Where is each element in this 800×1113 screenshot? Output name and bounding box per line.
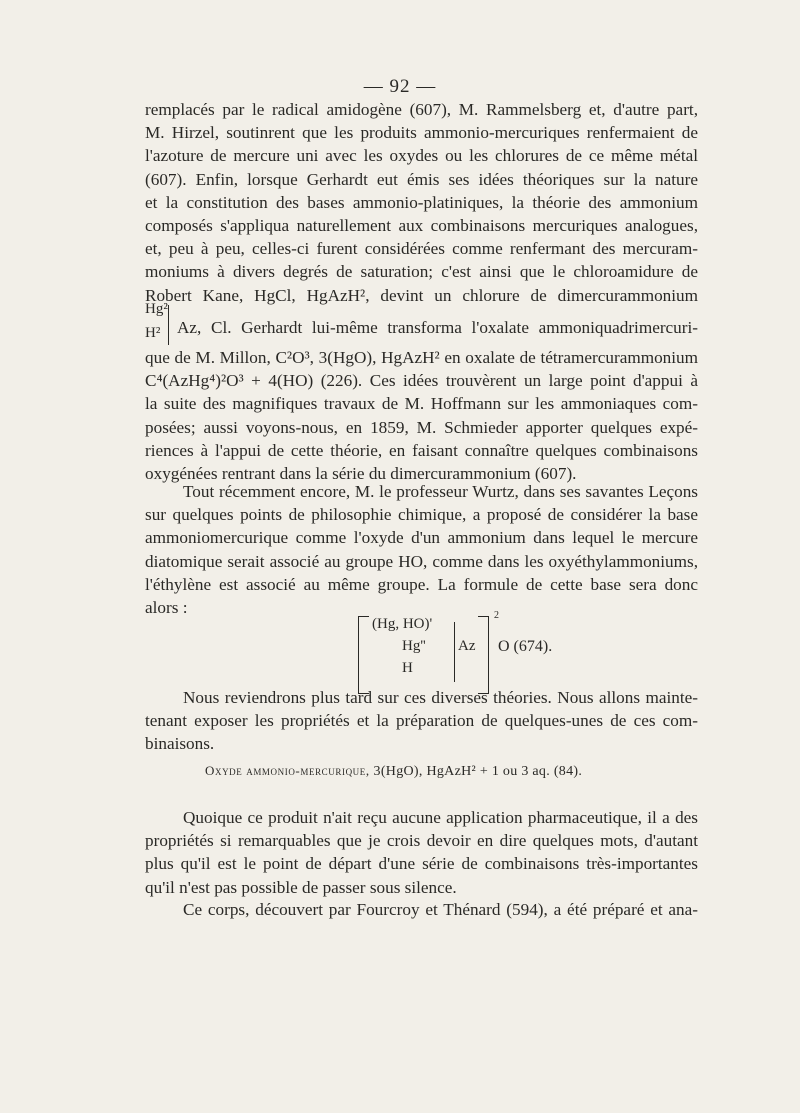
- paragraph-1b-first: [177, 316, 698, 339]
- paragraph-3: [145, 686, 698, 756]
- paragraph-2: [145, 480, 698, 619]
- text-line: et, peu à peu, celles-ci furent considérées comme renfermant des mercuram-: [145, 239, 698, 259]
- formula-row-3: H: [402, 660, 413, 676]
- page-number: — 92 —: [363, 76, 437, 97]
- text-line: Ce corps, découvert par Fourcroy et Thénard (594), a été préparé et ana-: [183, 900, 698, 919]
- right-bracket: [478, 616, 489, 694]
- text-line: M. Hirzel, soutinrent que les produits ammonio-mercuriques renfermaient de: [145, 123, 698, 143]
- text-line: Nous reviendrons plus tard sur ces diverses théories. Nous allons mainte-: [183, 688, 698, 707]
- text-line: (607). Enfin, lorsque Gerhardt eut émis ses idées théoriques sur la nature: [145, 169, 698, 189]
- text-line: composés s'appliqua naturellement aux combinaisons mercuriques analogues,: [145, 215, 698, 235]
- formula-exponent: 2: [494, 610, 499, 621]
- text-line: alors :: [145, 597, 188, 617]
- text-line: remplacés par le radical amidogène (607), M. Rammelsberg et, d'autre part,: [145, 100, 698, 119]
- formula-inner-brace: [454, 622, 455, 682]
- formula-az: Az: [458, 638, 476, 654]
- text-line: posées; aussi voyons-nous, en 1859, M. Schmieder apporter quelques expé-: [145, 417, 698, 437]
- paragraph-1b: [145, 346, 698, 485]
- text-line: qu'il n'est pas possible de passer sous silence.: [145, 877, 457, 897]
- hg-formula-bottom: H²: [145, 325, 161, 341]
- paragraph-4: [145, 806, 698, 899]
- text-line: moniums à divers degrés de saturation; c'est ainsi que le chloroamidure de: [145, 262, 698, 282]
- formula-brace: [168, 305, 175, 345]
- formula-tail: O (674).: [498, 638, 553, 655]
- text-line: tenant exposer les propriétés et la préparation de quelques-unes de ces com-: [145, 711, 698, 731]
- text-line: riences à l'appui de cette théorie, en faisant connaître quelques combinaisons: [145, 440, 698, 460]
- text-line: Robert Kane, HgCl, HgAzH², devint un chlorure de dimercurammonium: [145, 285, 698, 305]
- text-line: Az, Cl. Gerhardt lui-même transforma l'oxalate ammoniquadrimercuri-: [177, 318, 698, 337]
- formula-row-2: Hg'': [402, 638, 426, 654]
- text-line: ammoniomercurique comme l'oxyde d'un ammonium dans lequel le mercure: [145, 528, 698, 548]
- text-line: la suite des magnifiques travaux de M. Hoffmann sur les ammoniaques com-: [145, 394, 698, 414]
- text-line: Quoique ce produit n'ait reçu aucune application pharmaceutique, il a des: [183, 808, 698, 827]
- paragraph-5: [145, 898, 698, 921]
- hg-formula: [145, 300, 168, 342]
- text-line: sur quelques points de philosophie chimique, a proposé de considérer la base: [145, 505, 698, 525]
- text-line: Tout récemment encore, M. le professeur Wurtz, dans ses savantes Leçons: [183, 482, 698, 501]
- text-line: l'azoture de mercure uni avec les oxydes ou les chlorures de ce même métal: [145, 146, 698, 166]
- text-line: diatomique serait associé au groupe HO, comme dans les oxyéthylammoniums,: [145, 551, 698, 571]
- left-bracket: [358, 616, 369, 694]
- text-line: propriétés si remarquables que je crois devoir en dire quelques mots, d'autant: [145, 831, 698, 851]
- text-line: et la constitution des bases ammonio-platiniques, la théorie des ammonium: [145, 192, 698, 212]
- heading-title: Oxyde ammonio-mercurique,: [205, 763, 370, 778]
- section-heading: [205, 763, 582, 780]
- text-line: l'éthylène est associé au même groupe. La formule de cette base sera donc: [145, 574, 698, 594]
- paragraph-1: [145, 98, 698, 307]
- hg-formula-top: Hg²: [145, 301, 168, 317]
- heading-formula: 3(HgO), HgAzH² + 1 ou 3 aq. (84).: [373, 764, 583, 779]
- text-line: C⁴(AzHg⁴)²O³ + 4(HO) (226). Ces idées trouvèrent un large point d'appui à: [145, 371, 698, 391]
- text-line: oxygénées rentrant dans la série du dimercurammonium (607).: [145, 463, 577, 483]
- text-line: que de M. Millon, C²O³, 3(HgO), HgAzH² en oxalate de tétramercurammonium: [145, 348, 698, 367]
- formula-row-1: (Hg, HO)': [372, 616, 433, 632]
- text-line: binaisons.: [145, 734, 215, 754]
- text-line: plus qu'il est le point de départ d'une série de combinaisons très-importantes: [145, 854, 698, 874]
- base-formula: [358, 610, 598, 696]
